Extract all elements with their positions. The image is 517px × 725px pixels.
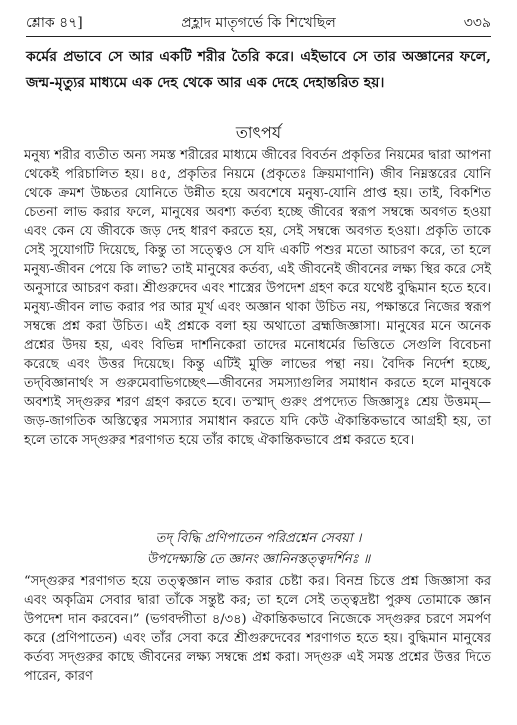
sloka-line-2: উপদেক্ষ্যন্তি তে জ্ঞানং জ্ঞানিনস্তত্ত্বদর্শিনঃ ॥ xyxy=(146,552,371,567)
header-divider xyxy=(26,36,491,37)
verse-reference: শ্লোক ৪৭] xyxy=(26,15,83,31)
running-header xyxy=(26,13,491,37)
purport-body xyxy=(24,146,491,450)
page-number: ৩৩৯ xyxy=(463,15,491,31)
chapter-title: প্রহ্লাদ মাতৃগর্ভে কি শিখেছিল xyxy=(181,15,336,31)
closing-body xyxy=(24,572,491,686)
sloka-line-1: তদ্‌ বিদ্ধি প্রণিপাতেন পরিপ্রশ্নেন সেবয়া । xyxy=(155,531,362,546)
closing-paragraph: “সদ্‌গুরুর শরণাগত হয়ে তত্ত্বজ্ঞান লাভ করার চেষ্টা কর। বিনম্র চিত্তে প্রশ্ন জিজ্ঞাসা কর এবং অকৃত্রিম সেবার দ্বারা তাঁকে সন্তুষ্ট কর; তা হলে সেই তত্ত্বদ্রষ্টা পুরুষ তোমাকে জ্ঞান উপদেশ দান করবেন।” (ভগবদ্গীতা ৪/৩৪) ঐকান্তিকভাবে নিজেকে সদ্‌গুরুর চরণে সমর্পণ করে (প্রণিপাতেন) এবং তাঁর সেবা করে শ্রীগুরুদেবের শরণাগত হতে হয়। বুদ্ধিমান মানুষের কর্তব্য সদ্‌গুরুর কাছে জীবনের লক্ষ্য সম্বন্ধে প্রশ্ন করা। সদ্‌গুরু এই সমস্ত প্রশ্নের উত্তর দিতে পারেন, কারণ xyxy=(24,574,491,684)
purport-heading: তাৎপর্য xyxy=(235,123,282,142)
verse-translation: কর্মের প্রভাবে সে আর একটি শরীর তৈরি করে। এইভাবে সে তার অজ্ঞানের ফলে, জন্ম-মৃত্যুর মাধ্যমে এক দেহ থেকে আর এক দেহে দেহান্তরিত হয়। xyxy=(26,49,491,91)
sanskrit-sloka xyxy=(0,528,517,570)
purport-paragraph: মনুষ্য শরীর ব্যতীত অন্য সমস্ত শরীরের মাধ্যমে জীবের বিবর্তন প্রকৃতির নিয়মের দ্বারা আপনা থেকেই পরিচালিত হয়। ৪৫, প্রকৃতির নিয়মে (প্রকৃতেঃ ক্রিয়মাণানি) জীব নিম্নস্তরের যোনি থেকে ক্রমশ উচ্চতর যোনিতে উন্নীত হয়ে অবশেষে মনুষ্য-যোনি প্রাপ্ত হয়। তাই, বিকশিত চেতনা লাভ করার ফলে, মানুষের অবশ্য কর্তব্য হচ্ছে জীবের স্বরূপ সম্বন্ধে অবগত হওয়া এবং কেন যে জীবকে জড় দেহ ধারণ করতে হয়, সেই সম্বন্ধে অবগত হওয়া। প্রকৃতি তাকে সেই সুযোগটি দিয়েছে, কিন্তু তা সত্ত্বেও সে যদি একটি পশুর মতো আচরণ করে, তা হলে মনুষ্য-জীবন পেয়ে কি লাভ? তাই মানুষের কর্তব্য, এই জীবনেই জীবনের লক্ষ্য স্থির করে সেই অনুসারে আচরণ করা। শ্রীগুরুদেব এবং শাস্ত্রের উপদেশ গ্রহণ করে যথেষ্ট বুদ্ধিমান হতে হবে। মনুষ্য-জীবন লাভ করার পর আর মূর্খ এবং অজ্ঞান থাকা উচিত নয়, পক্ষান্তরে নিজের স্বরূপ সম্বন্ধে প্রশ্ন করা উচিত। এই প্রশ্নকে বলা হয় অথাতো ব্রহ্মজিজ্ঞাসা। মানুষের মনে অনেক প্রশ্নের উদয় হয়, এবং বিভিন্ন দার্শনিকেরা তাদের মনোধর্মের ভিত্তিতে সেগুলি বিবেচনা করেছে এবং উত্তর দিয়েছে। কিন্তু এটিই মুক্তি লাভের পন্থা নয়। বৈদিক নির্দেশ হচ্ছে, তদ্‌বিজ্ঞানার্থং স গুরুমেবাভিগচ্ছেৎ—জীবনের সমস্যাগুলির সমাধান করতে হলে মানুষকে অবশ্যই সদ্‌গুরুর শরণ গ্রহণ করতে হবে। তস্মাদ্‌ গুরুং প্রপদ্যেত জিজ্ঞাসুঃ শ্রেয় উত্তমম্‌—জড়-জাগতিক অস্তিত্বের সমস্যার সমাধান করতে যদি কেউ ঐকান্তিকভাবে আগ্রহী হয়, তা হলে তাকে সদ্‌গুরুর শরণাগত হয়ে তাঁর কাছে ঐকান্তিকভাবে প্রশ্ন করতে হবে। xyxy=(24,148,491,448)
